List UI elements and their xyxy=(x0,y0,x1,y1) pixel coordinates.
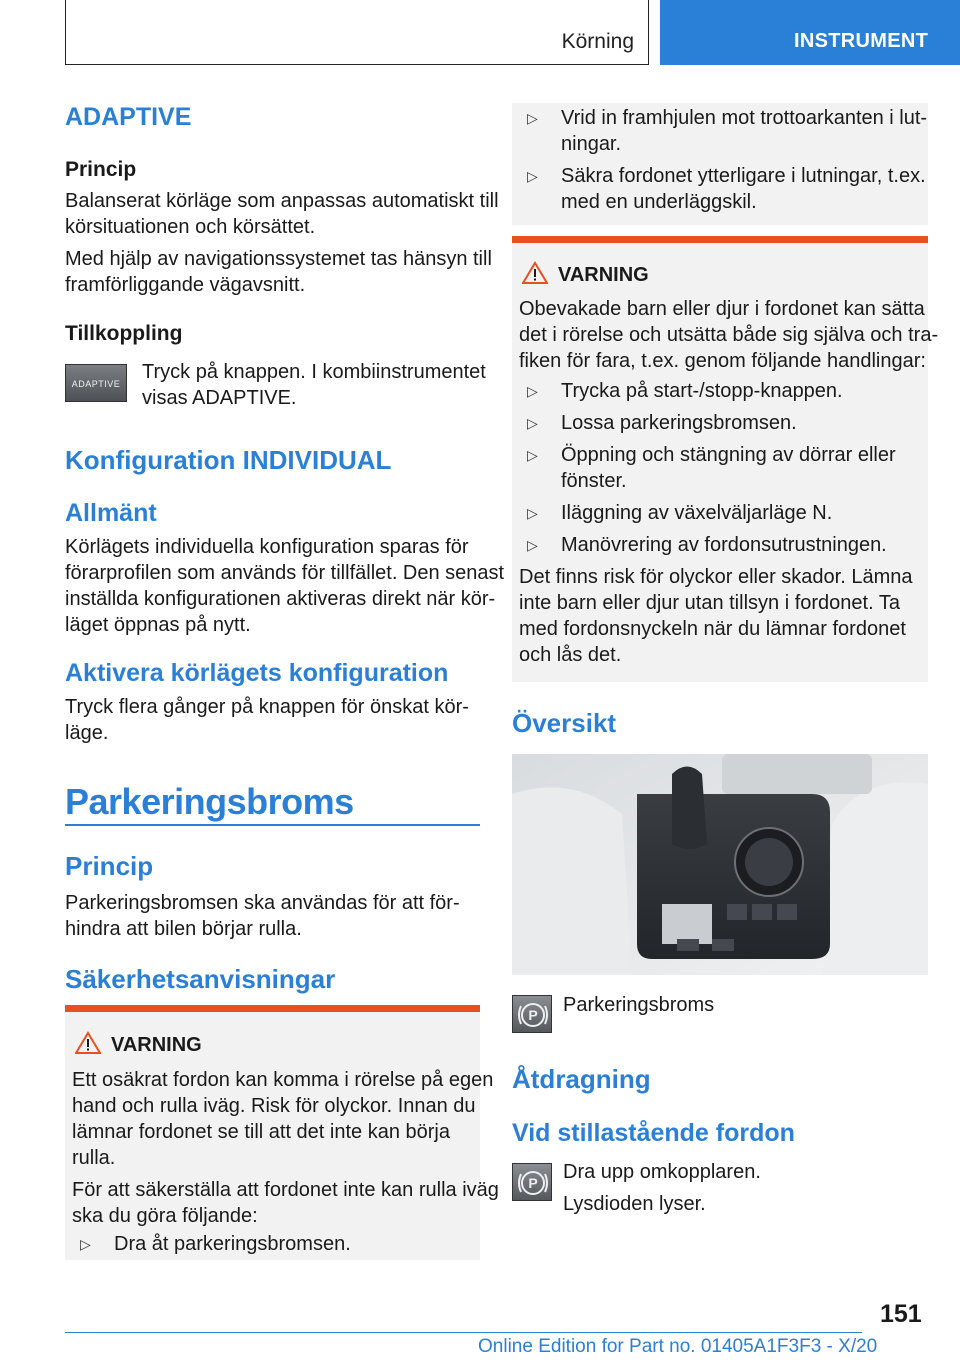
bullet-triangle-icon: ▷ xyxy=(527,505,538,521)
princip2-text-1: Parkeringsbromsen ska användas för att för‐ xyxy=(65,892,460,914)
parking-brake-icon xyxy=(512,1163,552,1201)
list-item: ▷ Manövrering av fordonsutrustningen. xyxy=(527,534,887,556)
tillkoppling-subheading: Tillkoppling xyxy=(65,322,183,345)
aktivera-text-2: läge. xyxy=(65,722,109,744)
list-item: ▷ Dra åt parkeringsbromsen. xyxy=(80,1233,351,1255)
adaptive-button-label: ADAPTIVE xyxy=(71,379,121,389)
warning-text-5: För att säkerställa att fordonet inte kan rulla iväg xyxy=(72,1179,499,1201)
bullet-triangle-icon: ▷ xyxy=(527,537,538,553)
bullet-triangle-icon: ▷ xyxy=(527,415,538,431)
princip-text-2b: framförliggande vägavsnitt. xyxy=(65,274,306,296)
aktivera-text-1: Tryck flera gånger på knappen för önskat kör‐ xyxy=(65,696,469,718)
adaptive-button-image xyxy=(65,364,127,402)
list-item: ▷ Vrid in framhjulen mot trottoarkanten i lut‐ ningar. xyxy=(527,107,928,155)
svg-text:P: P xyxy=(528,1175,538,1191)
list-item: ▷ Iläggning av växelväljarläge N. xyxy=(527,502,833,524)
warning-title: VARNING xyxy=(111,1034,202,1056)
warning-title: VARNING xyxy=(558,264,649,286)
allmant-text-1: Körlägets individuella konfiguration sparas för xyxy=(65,536,469,558)
list-item: ▷ Öppning och stängning av dörrar eller fönster. xyxy=(527,444,896,492)
bullet-triangle-icon: ▷ xyxy=(527,110,538,126)
princip-text-1a: Balanserat körläge som anpassas automatiskt till xyxy=(65,190,499,212)
warning-text-6: ska du göra följande: xyxy=(72,1205,258,1227)
vid-stillastaende-heading: Vid stillastående fordon xyxy=(512,1119,795,1147)
warning-text-3: fiken för fara, t.ex. genom följande handlingar: xyxy=(519,350,926,372)
header-tab-instrument[interactable] xyxy=(660,0,960,65)
page-number: 151 xyxy=(880,1300,922,1328)
warning-end-4: och lås det. xyxy=(519,644,622,666)
heading-rule xyxy=(65,824,480,826)
warning-text-2: hand och rulla iväg. Risk för olyckor. Innan du xyxy=(72,1095,476,1117)
list-item: ▷ Säkra fordonet ytterligare i lutningar, t.ex. med en underläggskil. xyxy=(527,165,926,213)
tillkoppling-text-b: visas ADAPTIVE. xyxy=(142,387,297,409)
warning-text-2: det i rörelse och utsätta både sig själva och tra‐ xyxy=(519,324,939,346)
header-section-box xyxy=(65,0,649,65)
list-item: ▷ Trycka på start-/stopp-knappen. xyxy=(527,380,843,402)
vid-text-1: Dra upp omkopplaren. xyxy=(563,1161,761,1183)
princip-subheading: Princip xyxy=(65,158,137,181)
footer-edition: Online Edition for Part no. 01405A1F3F3 - X/20 xyxy=(478,1336,878,1357)
allmant-text-4: läget öppnas på nytt. xyxy=(65,614,251,636)
list-item: ▷ Lossa parkeringsbromsen. xyxy=(527,412,797,434)
section-title: Körning xyxy=(561,30,634,53)
parkeringsbroms-label: Parkeringsbroms xyxy=(563,994,715,1016)
atdragning-heading: Åtdragning xyxy=(512,1064,651,1094)
warning-bar xyxy=(512,236,928,243)
warning-triangle-icon xyxy=(522,261,548,285)
oversikt-heading: Översikt xyxy=(512,708,617,738)
parking-brake-icon xyxy=(512,995,552,1033)
warning-text-4: rulla. xyxy=(72,1147,116,1169)
princip2-text-2: hindra att bilen börjar rulla. xyxy=(65,918,302,940)
bullet-triangle-icon: ▷ xyxy=(527,168,538,184)
bullet-triangle-icon: ▷ xyxy=(80,1236,91,1252)
parkeringsbroms-heading: Parkeringsbroms xyxy=(65,781,354,822)
warning-triangle-icon xyxy=(75,1031,101,1055)
adaptive-heading: ADAPTIVE xyxy=(65,103,192,131)
footer-rule xyxy=(65,1332,862,1333)
warning-text-1: Obevakade barn eller djur i fordonet kan sätta xyxy=(519,298,925,320)
princip2-heading: Princip xyxy=(65,851,154,881)
aktivera-heading: Aktivera körlägets konfiguration xyxy=(65,659,449,687)
princip-text-1b: körsituationen och körsättet. xyxy=(65,216,316,238)
allmant-heading: Allmänt xyxy=(65,499,157,527)
svg-text:P: P xyxy=(528,1007,538,1023)
princip-text-2a: Med hjälp av navigationssystemet tas hänsyn till xyxy=(65,248,492,270)
tillkoppling-text-a: Tryck på knappen. I kombiinstrumentet xyxy=(142,361,486,383)
continued-box xyxy=(512,103,928,225)
warning-text-1: Ett osäkrat fordon kan komma i rörelse på egen xyxy=(72,1069,494,1091)
sakerhet-heading: Säkerhetsanvisningar xyxy=(65,964,336,994)
warning-box-left xyxy=(65,1005,499,1260)
allmant-text-2: förarprofilen som används för tillfället. Den senast xyxy=(65,562,505,584)
warning-bar xyxy=(65,1005,480,1012)
warning-end-3: med fordonsnyckeln när du lämnar fordonet xyxy=(519,618,906,640)
bullet-triangle-icon: ▷ xyxy=(527,383,538,399)
konfiguration-heading: Konfiguration INDIVIDUAL xyxy=(65,445,392,475)
warning-box-right xyxy=(512,236,939,682)
bullet-triangle-icon: ▷ xyxy=(527,447,538,463)
warning-text-3: lämnar fordonet se till att det inte kan börja xyxy=(72,1121,450,1143)
warning-end-2: inte barn eller djur utan tillsyn i fordonet. Ta xyxy=(519,592,900,614)
center-console-photo xyxy=(512,754,928,975)
allmant-text-3: inställda konfigurationen aktiveras direkt när kör‐ xyxy=(65,588,496,610)
vid-text-2: Lysdioden lyser. xyxy=(563,1193,706,1215)
warning-end-1: Det finns risk för olyckor eller skador. Lämna xyxy=(519,566,913,588)
tab-label: INSTRUMENT xyxy=(794,30,929,52)
